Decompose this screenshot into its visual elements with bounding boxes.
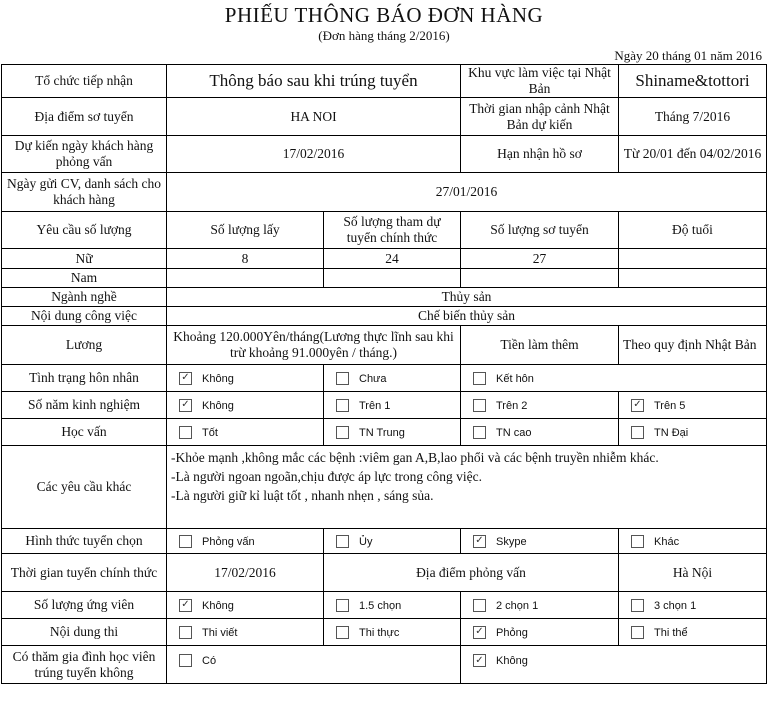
checkbox-icon[interactable]: [179, 535, 192, 548]
candidate-option-3[interactable]: 3 chọn 1: [619, 592, 767, 619]
industry-label: Ngành nghề: [2, 288, 167, 307]
checkbox-icon[interactable]: [473, 372, 486, 385]
experience-option-5[interactable]: ✓ Trên 5: [619, 392, 767, 419]
checkbox-icon[interactable]: ✓: [473, 535, 486, 548]
cv-send-date-value: 27/01/2016: [167, 173, 767, 212]
male-needed: [167, 269, 324, 288]
salary-label: Lương: [2, 326, 167, 365]
checkbox-icon[interactable]: [631, 599, 644, 612]
checkbox-icon[interactable]: ✓: [179, 372, 192, 385]
overtime-value: Theo quy định Nhật Bản: [619, 326, 767, 365]
quantity-official-header: Số lượng tham dự tuyển chính thức: [324, 212, 461, 249]
selection-method-label: Hình thức tuyển chọn: [2, 529, 167, 554]
education-label: Học vấn: [2, 419, 167, 446]
checkbox-icon[interactable]: ✓: [473, 626, 486, 639]
form-title: PHIẾU THÔNG BÁO ĐƠN HÀNG: [224, 3, 544, 27]
checkbox-icon[interactable]: [336, 599, 349, 612]
salary-value: Khoảng 120.000Yên/tháng(Lương thực lĩnh sau khi trừ khoảng 91.000yên / tháng.): [167, 326, 461, 365]
requirement-line: -Khỏe mạnh ,không mắc các bệnh :viêm gan A,B,lao phổi và các bệnh truyền nhiễm khác.: [171, 450, 659, 465]
female-age: [619, 249, 767, 269]
checkbox-icon[interactable]: [473, 399, 486, 412]
marital-option-married[interactable]: Kết hôn: [461, 365, 767, 392]
entry-time-value: Tháng 7/2016: [619, 98, 767, 136]
family-visit-option-no[interactable]: ✓ Không: [461, 646, 767, 684]
candidate-option-2[interactable]: 2 chọn 1: [461, 592, 619, 619]
candidate-option-none[interactable]: ✓ Không: [167, 592, 324, 619]
exam-option-practical[interactable]: Thi thực: [324, 619, 461, 646]
form-subtitle: (Đơn hàng tháng 2/2016): [318, 28, 450, 43]
female-label: Nữ: [2, 249, 167, 269]
family-visit-label: Có thăm gia đình học viên trúng tuyển không: [2, 646, 167, 684]
marital-option-single[interactable]: Chưa: [324, 365, 461, 392]
education-option-university[interactable]: TN Đại: [619, 419, 767, 446]
method-option-interview[interactable]: Phỏng vấn: [167, 529, 324, 554]
industry-value: Thủy sản: [167, 288, 767, 307]
experience-option-none[interactable]: ✓ Không: [167, 392, 324, 419]
screening-location-value: HA NOI: [167, 98, 461, 136]
checkbox-icon[interactable]: [631, 626, 644, 639]
interview-place-label: Địa điểm phỏng vấn: [324, 554, 619, 592]
male-label: Nam: [2, 269, 167, 288]
experience-option-1[interactable]: Trên 1: [324, 392, 461, 419]
requirement-line: -Là người giữ kỉ luật tốt , nhanh nhẹn , sáng sủa.: [171, 488, 434, 503]
job-content-label: Nội dung công việc: [2, 307, 167, 326]
quantity-label: Yêu cầu số lượng: [2, 212, 167, 249]
checkbox-icon[interactable]: [336, 426, 349, 439]
family-visit-option-yes[interactable]: Có: [167, 646, 461, 684]
work-area-label: Khu vực làm việc tại Nhật Bản: [461, 65, 619, 98]
overtime-label: Tiền làm thêm: [461, 326, 619, 365]
quantity-needed-header: Số lượng lấy: [167, 212, 324, 249]
method-option-skype[interactable]: ✓ Skype: [461, 529, 619, 554]
exam-content-label: Nội dung thi: [2, 619, 167, 646]
female-official: 24: [324, 249, 461, 269]
female-needed: 8: [167, 249, 324, 269]
job-content-value: Chế biến thủy sản: [167, 307, 767, 326]
other-requirements-value: [167, 446, 767, 529]
entry-time-label: Thời gian nhập cảnh Nhật Bản dự kiến: [461, 98, 619, 136]
interview-place-value: Hà Nội: [619, 554, 767, 592]
checkbox-icon[interactable]: [179, 626, 192, 639]
male-screening: [461, 269, 619, 288]
other-requirements-label: Các yêu cầu khác: [2, 446, 167, 529]
checkbox-icon[interactable]: [179, 426, 192, 439]
education-option-secondary[interactable]: TN Trung: [324, 419, 461, 446]
checkbox-icon[interactable]: [336, 399, 349, 412]
checkbox-icon[interactable]: [473, 426, 486, 439]
receiving-org-value: Thông báo sau khi trúng tuyển: [167, 65, 461, 98]
cv-send-date-label: Ngày gửi CV, danh sách cho khách hàng: [2, 173, 167, 212]
requirement-line: -Là người ngoan ngoãn,chịu được áp lực trong công việc.: [171, 469, 483, 484]
experience-label: Số năm kinh nghiệm: [2, 392, 167, 419]
age-header: Độ tuổi: [619, 212, 767, 249]
education-option-college[interactable]: TN cao: [461, 419, 619, 446]
male-official: [324, 269, 461, 288]
screening-location-label: Địa điểm sơ tuyển: [2, 98, 167, 136]
female-screening: 27: [461, 249, 619, 269]
candidate-option-1-5[interactable]: 1.5 chọn: [324, 592, 461, 619]
marital-option-no[interactable]: ✓ Không: [167, 365, 324, 392]
order-form-table: [1, 64, 767, 684]
exam-option-interview[interactable]: ✓ Phỏng: [461, 619, 619, 646]
official-selection-time-label: Thời gian tuyển chính thức: [2, 554, 167, 592]
exam-option-written[interactable]: Thi viết: [167, 619, 324, 646]
education-option-good[interactable]: Tốt: [167, 419, 324, 446]
method-option-delegate[interactable]: Ủy: [324, 529, 461, 554]
exam-option-physical[interactable]: Thi thể: [619, 619, 767, 646]
checkbox-icon[interactable]: [179, 654, 192, 667]
work-area-value: Shiname&tottori: [619, 65, 767, 98]
experience-option-2[interactable]: Trên 2: [461, 392, 619, 419]
interview-date-value: 17/02/2016: [167, 136, 461, 173]
candidate-count-label: Số lượng ứng viên: [2, 592, 167, 619]
checkbox-icon[interactable]: [631, 535, 644, 548]
checkbox-icon[interactable]: [336, 535, 349, 548]
checkbox-icon[interactable]: [631, 426, 644, 439]
deadline-value: Từ 20/01 đến 04/02/2016: [619, 136, 767, 173]
checkbox-icon[interactable]: [336, 372, 349, 385]
checkbox-icon[interactable]: [473, 599, 486, 612]
form-date: Ngày 20 tháng 01 năm 2016: [614, 48, 762, 63]
checkbox-icon[interactable]: ✓: [179, 399, 192, 412]
checkbox-icon[interactable]: ✓: [473, 654, 486, 667]
checkbox-icon[interactable]: ✓: [179, 599, 192, 612]
checkbox-icon[interactable]: [336, 626, 349, 639]
deadline-label: Hạn nhận hồ sơ: [461, 136, 619, 173]
method-option-other[interactable]: Khác: [619, 529, 767, 554]
quantity-screening-header: Số lượng sơ tuyển: [461, 212, 619, 249]
official-selection-date: 17/02/2016: [167, 554, 324, 592]
marital-status-label: Tình trạng hôn nhân: [2, 365, 167, 392]
male-age: [619, 269, 767, 288]
receiving-org-label: Tổ chức tiếp nhận: [2, 65, 167, 98]
interview-date-label: Dự kiến ngày khách hàng phỏng vấn: [2, 136, 167, 173]
checkbox-icon[interactable]: ✓: [631, 399, 644, 412]
